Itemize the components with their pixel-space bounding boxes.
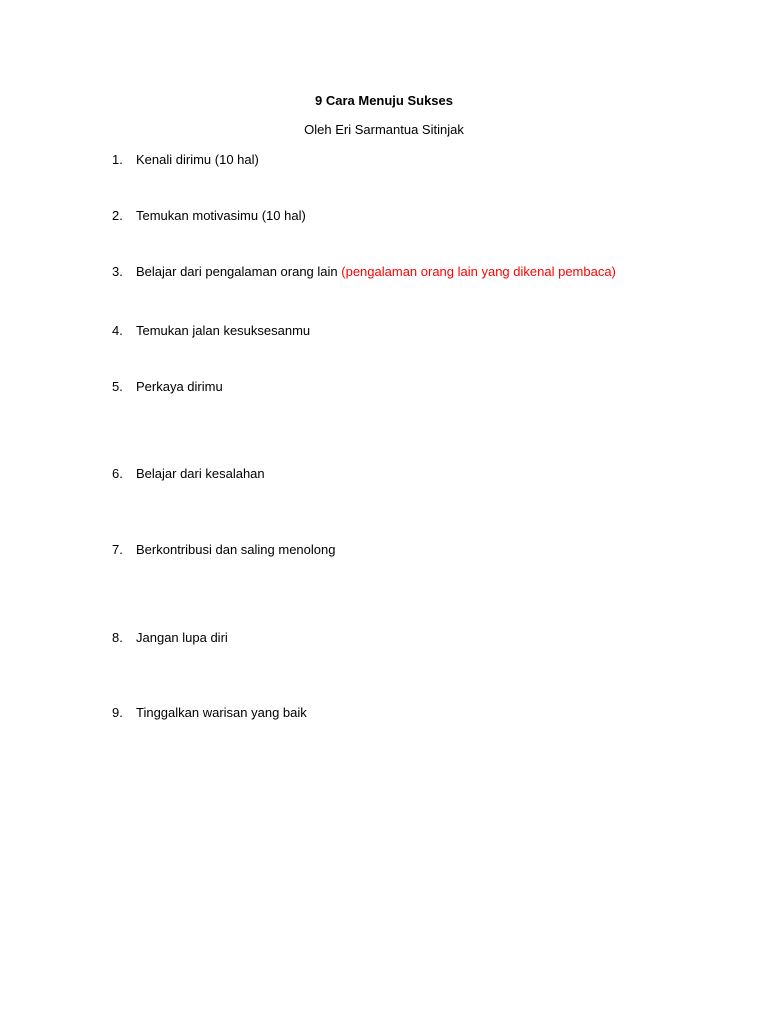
list-item — [112, 208, 712, 223]
list-item — [112, 466, 712, 481]
list-item — [112, 264, 712, 279]
list-item-number: 7. — [112, 542, 123, 557]
list-item-number: 3. — [112, 264, 123, 279]
list-item-number: 9. — [112, 705, 123, 720]
list-item — [112, 152, 712, 167]
list-item-text: Perkaya dirimu — [136, 379, 223, 394]
list-item — [112, 705, 712, 720]
list-item-text: Belajar dari pengalaman orang lain — [136, 264, 338, 279]
list-item — [112, 630, 712, 645]
list-item — [112, 542, 712, 557]
document-author: Oleh Eri Sarmantua Sitinjak — [304, 122, 464, 137]
list-item — [112, 379, 712, 394]
list-item — [112, 323, 712, 338]
list-item-number: 8. — [112, 630, 123, 645]
list-item-text: Belajar dari kesalahan — [136, 466, 265, 481]
list-item-text: Berkontribusi dan saling menolong — [136, 542, 336, 557]
list-item-number: 6. — [112, 466, 123, 481]
list-item-number: 1. — [112, 152, 123, 167]
list-item-number: 4. — [112, 323, 123, 338]
list-item-note: (pengalaman orang lain yang dikenal pembaca) — [341, 264, 616, 279]
list-item-text: Jangan lupa diri — [136, 630, 228, 645]
list-item-text: Temukan jalan kesuksesanmu — [136, 323, 311, 338]
list-item-number: 2. — [112, 208, 123, 223]
list-item-text: Kenali dirimu (10 hal) — [136, 152, 259, 167]
list-item-text: Temukan motivasimu (10 hal) — [136, 208, 306, 223]
list-item-number: 5. — [112, 379, 123, 394]
list-item-text: Tinggalkan warisan yang baik — [136, 705, 307, 720]
document-title: 9 Cara Menuju Sukses — [315, 93, 453, 108]
